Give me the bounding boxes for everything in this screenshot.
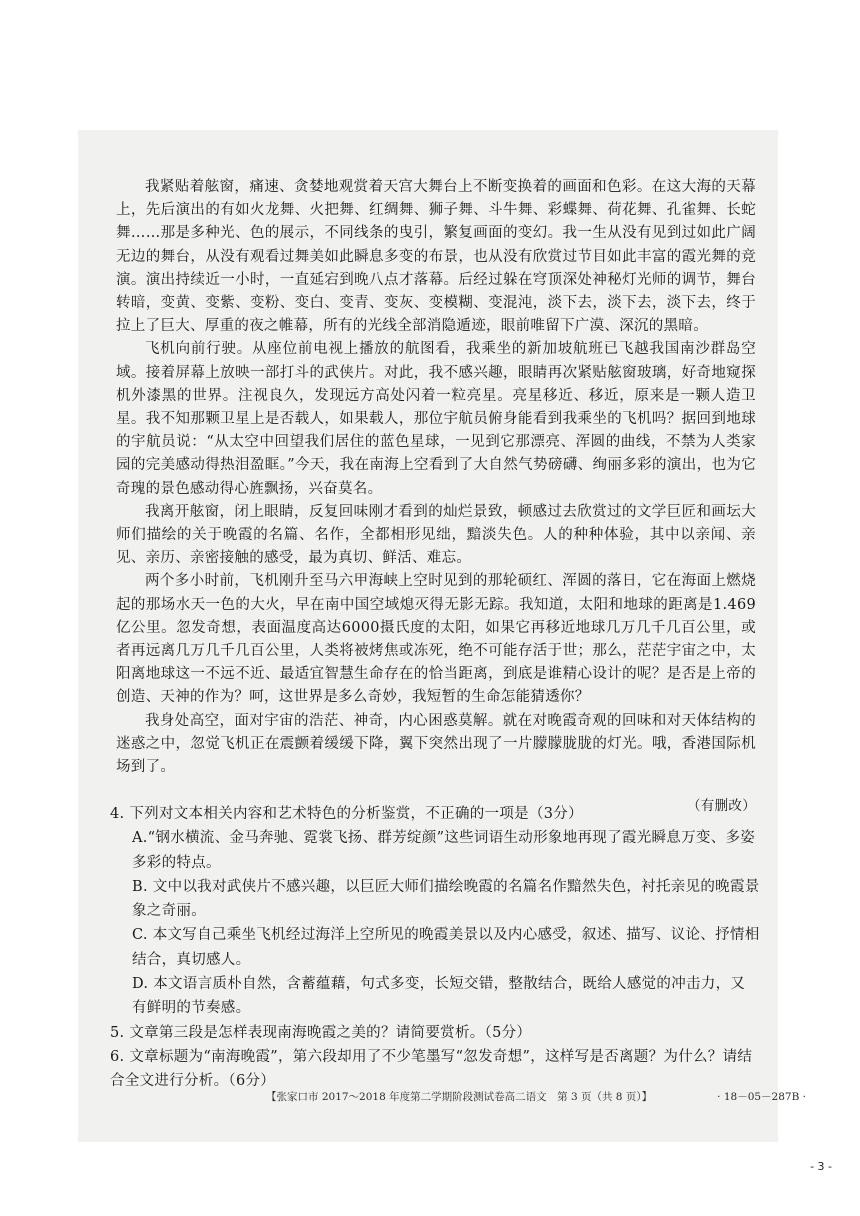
passage-paragraph-3: 我离开舷窗，闭上眼睛，反复回味刚才看到的灿烂景致，顿感过去欣赏过的文学巨匠和画坛大师们描绘的关于晚霞的名篇、名作，全都相形见绌，黯淡失色。人的种种体验，其中以亲闻、亲见、亲历、亲密接触的感受，最为真切、鲜活、难忘。: [116, 503, 756, 567]
reading-passage: [116, 176, 756, 817]
question-4-stem: 4. 下列对文本相关内容和艺术特色的分析鉴赏，不正确的一项是（3分）: [110, 806, 583, 822]
question-4-option-c: C. 本文写自己乘坐飞机经过海洋上空所见的晚霞美景以及内心感受，叙述、描写、议论、抒情相结合，真切感人。: [132, 927, 760, 968]
exam-label: 【张家口市 2017～2018 年度第二学期阶段测试卷高二语文 第 3 页（共 8 页）】: [266, 1091, 653, 1103]
passage-paragraph-5: 我身处高空，面对宇宙的浩茫、神奇，内心困惑莫解。就在对晚霞奇观的回味和对天体结构的迷惑之中，忽觉飞机正在震颤着缓缓下降，翼下突然出现了一片朦朦胧胧的灯光。哦，香港国际机场到了。: [116, 712, 756, 776]
passage-paragraph-4: 两个多小时前，飞机刚升至马六甲海峡上空时见到的那轮硕红、浑圆的落日，它在海面上燃烧起的那场水天一色的大火，早在南中国空域熄灭得无影无踪。我知道，太阳和地球的距离是1.469亿公里。忽发奇想，表面温度高达6000摄氏度的太阳，如果它再移近地球几万几千几百公里，或者再远离几万几千几百公里，人类将被烤焦或冻死，绝不可能存活于世；那么，茫茫宇宙之中，太阳离地球这一不远不近、最适宜智慧生命存在的恰当距离，到底是谁精心设计的呢？是否是上帝的创造、天神的作为？呵，这世界是多么奇妙，我短暂的生命怎能猜透你？: [116, 573, 756, 706]
exam-code: · 18－05－287B ·: [717, 1091, 806, 1103]
question-4-option-d: D. 本文语言质朴自然，含蓄蕴藉，句式多变，长短交错，整散结合，既给人感觉的冲击力，又有鲜明的节奏感。: [132, 976, 746, 1017]
question-5: 5. 文章第三段是怎样表现南海晚霞之美的？请简要赏析。（5分）: [110, 1024, 532, 1041]
passage-paragraph-2: 飞机向前行驶。从座位前电视上播放的航图看，我乘坐的新加坡航班已飞越我国南沙群岛空域。接着屏幕上放映一部打斗的武侠片。对此，我不感兴趣，眼睛再次紧贴舷窗玻璃，好奇地窥探机外漆黑的世界。注视良久，发现远方高处闪着一粒亮星。亮星移近、移近，原来是一颗人造卫星。我不知那颗卫星上是否载人，如果载人，那位宇航员俯身能看到我乘坐的飞机吗？据回到地球的宇航员说：“从太空中回望我们居住的蓝色星球，一见到它那漂亮、浑圆的曲线，不禁为人类家园的完美感动得热泪盈眶。”今天，我在南海上空看到了大自然气势磅礴、绚丽多彩的演出，也为它奇瑰的景色感动得心旌飘扬，兴奋莫名。: [116, 341, 756, 497]
question-4-option-b: B. 文中以我对武侠片不感兴趣，以巨匠大师们描绘晚霞的名篇名作黯然失色，衬托亲见的晚霞景象之奇丽。: [132, 878, 760, 920]
abridged-note: （有删改）: [687, 798, 756, 815]
question-4-option-a: A.“钢水横流、金马奔驰、霓裳飞扬、群芳绽颜”这些词语生动形象地再现了霞光瞬息万变、多姿多彩的特点。: [132, 830, 756, 871]
passage-paragraph-1: 我紧贴着舷窗，痛速、贪婪地观赏着天宫大舞台上不断变换着的画面和色彩。在这大海的天幕上，先后演出的有如火龙舞、火把舞、红绸舞、狮子舞、斗牛舞、彩蝶舞、荷花舞、孔雀舞、长蛇舞……那是多种光、色的展示，不同线条的曳引，繁复画面的变幻。我一生从没有见到过如此广阔无边的舞台，从没有观看过舞美如此瞬息多变的布景，也从没有欣赏过节目如此丰富的霞光舞的竞演。演出持续近一小时，一直延宕到晚八点才落幕。后经过躲在穹顶深处神秘灯光师的调节，舞台转暗，变黄、变紫、变粉、变白、变青、变灰、变模糊、变混沌，淡下去，淡下去，淡下去，终于拉上了巨大、厚重的夜之帷幕，所有的光线全部消隐遁迹，眼前唯留下广漠、深沉的黑暗。: [116, 179, 756, 335]
exam-footer: [266, 1090, 806, 1104]
question-6: 6. 文章标题为“南海晚霞”，第六段却用了不少笔墨写“忽发奇想”，这样写是否离题？为什么？请结合全文进行分析。（6分）: [110, 1048, 753, 1090]
page-number: - 3 -: [810, 1160, 832, 1173]
question-section: [110, 802, 760, 1094]
